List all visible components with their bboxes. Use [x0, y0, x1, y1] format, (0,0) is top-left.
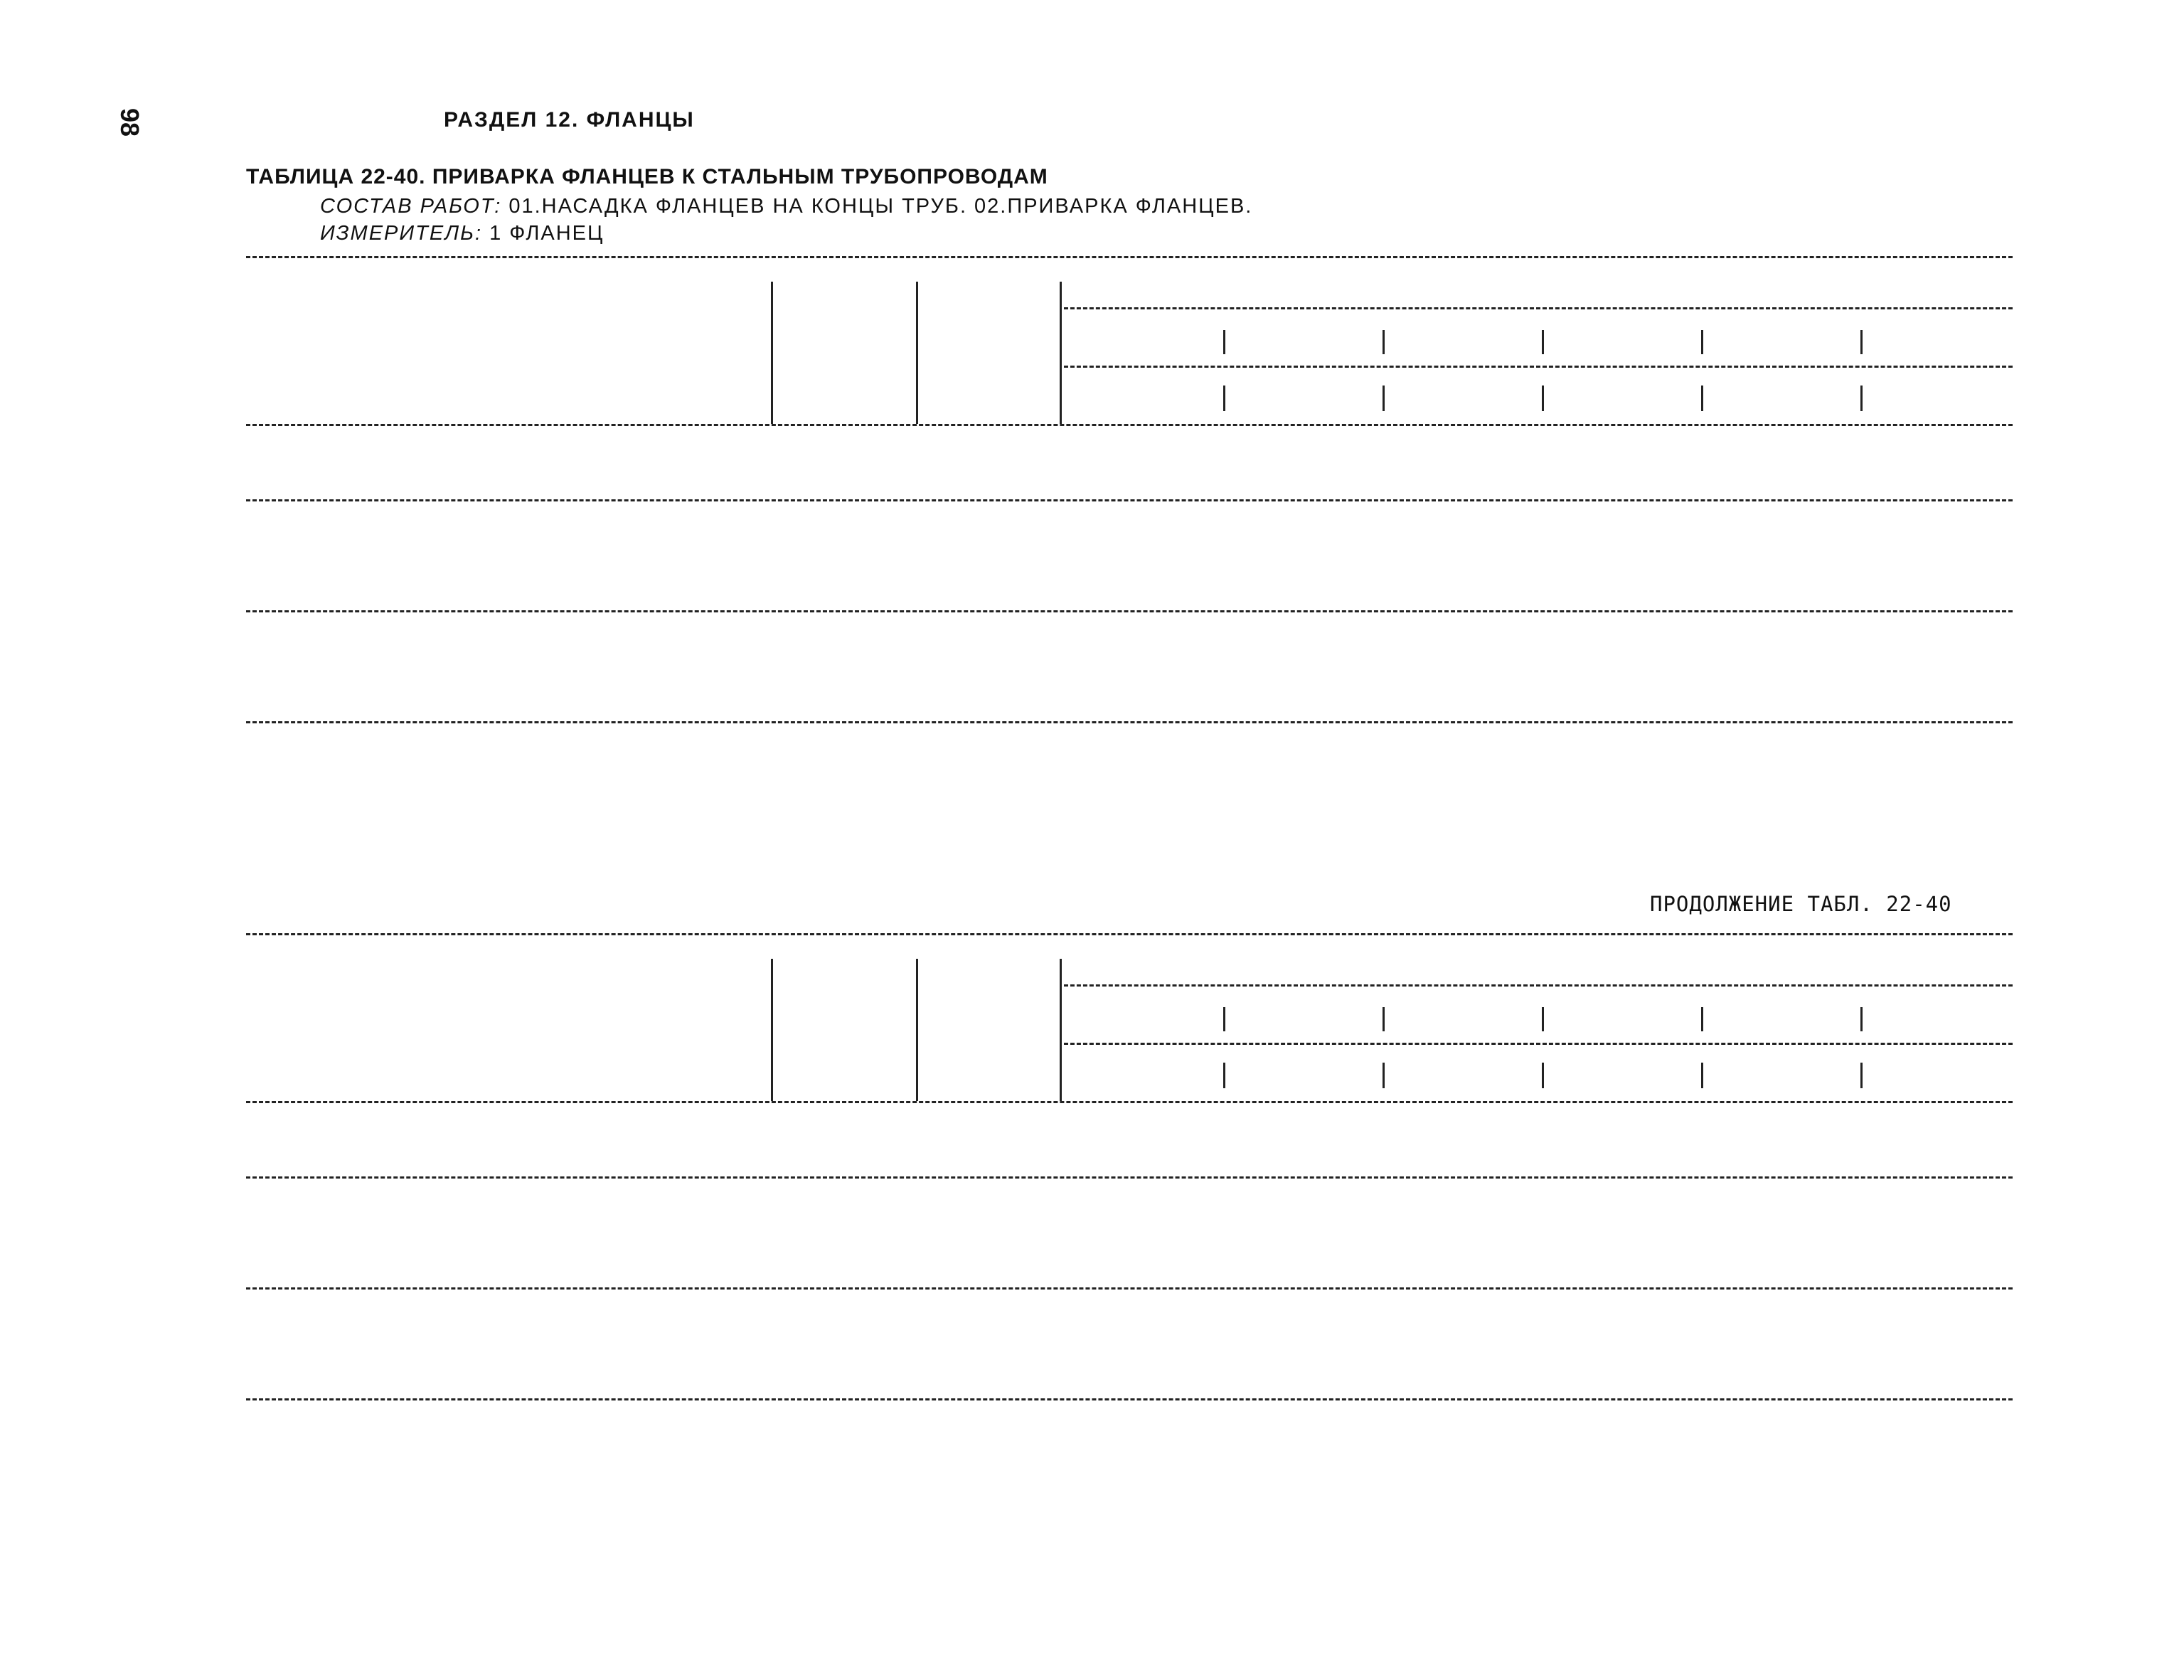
code-divider: [1223, 1063, 1225, 1088]
page-number: 98: [115, 107, 144, 137]
divider-code-unit: [916, 959, 918, 1101]
code-divider: [1701, 386, 1703, 411]
code-divider: [1223, 386, 1225, 411]
diameter-divider: [1383, 1007, 1385, 1031]
code-divider: [1860, 1063, 1863, 1088]
diameter-divider: [1701, 1007, 1703, 1031]
meter-line: [320, 222, 604, 245]
meter-text: 1 ФЛАНЕЦ: [482, 222, 604, 245]
section-title: РАЗДЕЛ 12. ФЛАНЦЫ: [444, 108, 695, 132]
code-divider: [1542, 386, 1544, 411]
code-divider: [1701, 1063, 1703, 1088]
header-diameter-rule: [1064, 307, 2013, 309]
divider-name-code: [771, 959, 773, 1101]
diameter-divider: [1223, 330, 1225, 354]
diameter-divider: [1542, 330, 1544, 354]
divider-unit-values: [1060, 959, 1062, 1101]
header-bottom-rule: [246, 424, 2013, 426]
diameter-divider: [1542, 1007, 1544, 1031]
group-separator: [246, 1287, 2013, 1290]
code-divider: [1383, 386, 1385, 411]
diameter-divider: [1383, 330, 1385, 354]
header-bottom-rule: [246, 1101, 2013, 1103]
divider-unit-values: [1060, 282, 1062, 424]
header-top-rule: [246, 933, 2013, 935]
diameter-divider: [1860, 330, 1863, 354]
continuation-note: ПРОДОЛЖЕНИЕ ТАБЛ. 22-40: [1650, 892, 1952, 916]
code-divider: [1383, 1063, 1385, 1088]
composition-text: 01.НАСАДКА ФЛАНЦЕВ НА КОНЦЫ ТРУБ. 02.ПРИВАРКА ФЛАНЦЕВ.: [501, 195, 1253, 218]
composition-label: СОСТАВ РАБОТ:: [320, 195, 502, 218]
group-separator: [246, 1176, 2013, 1179]
header-diameter-rule: [1064, 984, 2013, 987]
meter-label: ИЗМЕРИТЕЛЬ:: [320, 222, 483, 245]
header-code-rule: [1064, 366, 2013, 368]
group-separator: [246, 721, 2013, 723]
header-top-rule: [246, 256, 2013, 258]
code-divider: [1860, 386, 1863, 411]
group-separator: [246, 499, 2013, 501]
divider-name-code: [771, 282, 773, 424]
table-title: ТАБЛИЦА 22-40. ПРИВАРКА ФЛАНЦЕВ К СТАЛЬНЫМ ТРУБОПРОВОДАМ: [246, 165, 1048, 188]
divider-code-unit: [916, 282, 918, 424]
code-divider: [1542, 1063, 1544, 1088]
group-separator: [246, 1398, 2013, 1400]
diameter-divider: [1223, 1007, 1225, 1031]
diameter-divider: [1860, 1007, 1863, 1031]
header-code-rule: [1064, 1043, 2013, 1045]
composition-line: [320, 195, 1252, 218]
group-separator: [246, 610, 2013, 612]
diameter-divider: [1701, 330, 1703, 354]
